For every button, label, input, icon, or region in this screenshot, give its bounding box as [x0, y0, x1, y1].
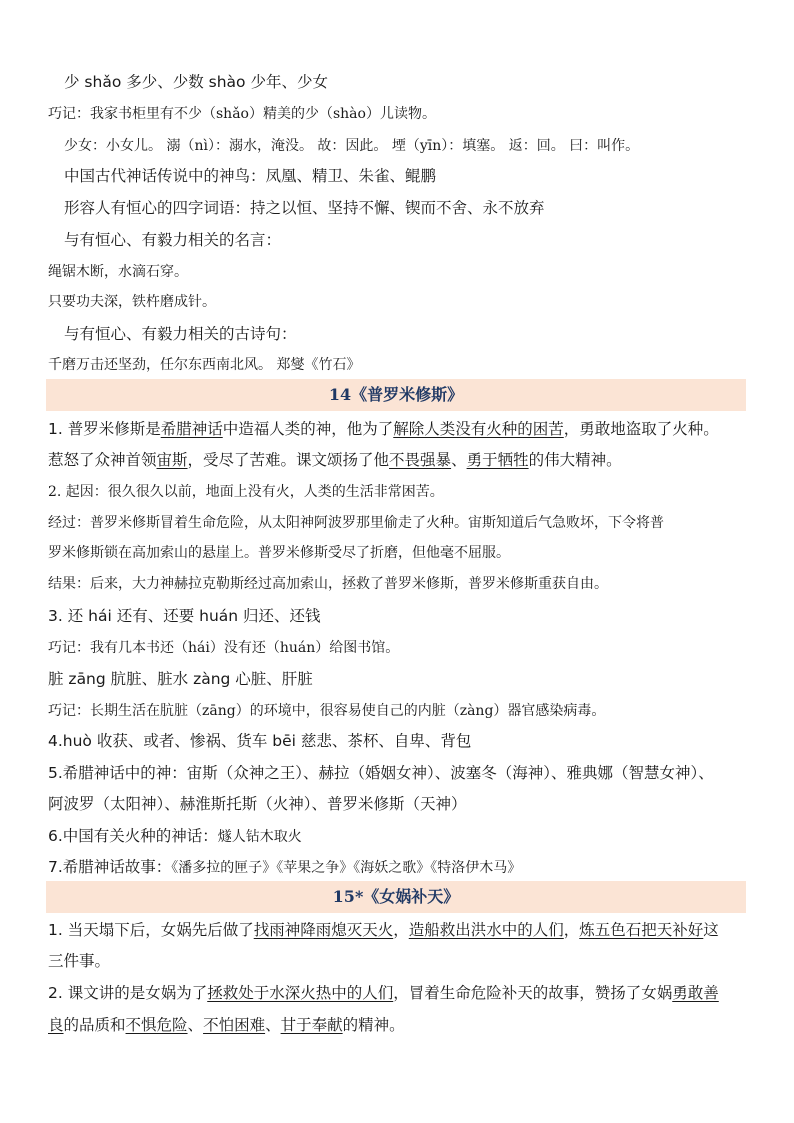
- greek-stories: [48, 857, 521, 878]
- quote-2: 只要功夫深，铁杵磨成针。: [48, 294, 216, 310]
- underlined-text: 炼五色石把天补好: [579, 921, 704, 939]
- underlined-text: 希腊神话: [160, 420, 223, 438]
- quotes-heading: 与有恒心、有毅力相关的名言：: [64, 231, 282, 249]
- l14-process: 经过：普罗米修斯冒着生命危险，从太阳神阿波罗那里偷走了火种。宙斯知道后气急败坏，下令将普: [48, 515, 664, 531]
- l15-point-1-cont: 三件事。: [48, 952, 111, 970]
- underlined-text: 拯救处于水深火热中的人们: [207, 984, 394, 1002]
- l14-cause: 2. 起因：很久很久以前，地面上没有火，人类的生活非常困苦。: [48, 484, 444, 500]
- zang-polyphone: 脏 zāng 肮脏、脏水 zàng 心脏、肝脏: [48, 670, 313, 688]
- underlined-text: 不惧危险: [125, 1016, 188, 1034]
- greek-gods: 5.希腊神话中的神：宙斯（众神之王）、赫拉（婚姻女神）、波塞冬（海神）、雅典娜（智慧女神）、: [48, 764, 714, 782]
- underlined-text: 宙斯: [156, 451, 188, 469]
- poem-line: 千磨万击还坚劲，任尔东西南北风。 郑燮《竹石》: [48, 357, 361, 373]
- huan-polyphone: 3. 还 hái 还有、还要 huán 归还、还钱: [48, 607, 321, 625]
- text: ，冒着生命危险补天的故事，赞扬了女娲: [393, 984, 673, 1002]
- text: ，勇敢地盗取了火种。: [563, 420, 719, 438]
- greek-gods-cont: 阿波罗（太阳神）、赫淮斯托斯（火神）、普罗米修斯（天神）: [48, 795, 467, 813]
- shao-polyphone: 少 shǎo 多少、少数 shào 少年、少女: [64, 73, 328, 91]
- word-glossary: 少女：小女儿。 溺（nì）：溺水，淹没。 故：因此。 堙（yīn）：填塞。 返：回。 曰：叫作。: [64, 138, 640, 154]
- text: 2. 课文讲的是女娲为了: [48, 984, 208, 1002]
- lesson-15-title: 15*《女娲补天》: [46, 881, 746, 913]
- underlined-text: 勇于牺牲: [466, 451, 529, 469]
- l15-point-2-cont: [48, 1015, 405, 1035]
- quote-1: 绳锯木断，水滴石穿。: [48, 264, 188, 280]
- l14-point-1: [48, 419, 719, 439]
- text: 、: [451, 451, 467, 469]
- text: 的伟大精神。: [528, 451, 622, 469]
- l14-process-cont: 罗米修斯锁在高加索山的悬崖上。普罗米修斯受尽了折磨，但他毫不屈服。: [48, 545, 510, 561]
- huo-bei-words: 4.huò 收获、或者、惨祸、货车 bēi 慈悲、茶杯、自卑、背包: [48, 732, 472, 750]
- text: ，受尽了苦难。课文颂扬了他: [187, 451, 390, 469]
- text: 的精神。: [342, 1016, 405, 1034]
- poem-heading: 与有恒心、有毅力相关的古诗句：: [64, 325, 297, 343]
- fire-myth: [48, 826, 302, 847]
- underlined-text: 造船救出洪水中的人们: [408, 921, 564, 939]
- text: 1. 普罗米修斯是: [48, 420, 161, 438]
- underlined-text: 找雨神降雨熄灭天火: [253, 921, 394, 939]
- perseverance-idioms: 形容人有恒心的四字词语：持之以恒、坚持不懈、锲而不舍、永不放弃: [64, 199, 545, 217]
- text: 1. 当天塌下后，女娲先后做了: [48, 921, 254, 939]
- text: 6.中国有关火种的神话：: [48, 827, 218, 845]
- text: 这: [703, 921, 719, 939]
- text: 的品质和: [63, 1016, 126, 1034]
- underlined-text: 解除人类没有火种的困苦: [393, 420, 564, 438]
- text: ，: [563, 921, 580, 939]
- underlined-text: 勇敢善: [672, 984, 719, 1002]
- underlined-text: 良: [48, 1016, 64, 1034]
- zang-mnemonic: 巧记：长期生活在肮脏（zāng）的环境中，很容易使自己的内脏（zàng）器官感染病毒。: [48, 703, 606, 719]
- huan-mnemonic: 巧记：我有几本书还（hái）没有还（huán）给图书馆。: [48, 640, 400, 656]
- text: 《潘多拉的匣子》《苹果之争》《海妖之歌》《特洛伊木马》: [171, 860, 522, 876]
- text: 燧人钻木取火: [217, 829, 302, 845]
- text: 、: [265, 1016, 281, 1034]
- text: 中造福人类的神，他为了: [222, 420, 394, 438]
- lesson-14-title: 14《普罗米修斯》: [46, 379, 746, 411]
- text: 、: [187, 1016, 204, 1034]
- l15-point-1: [48, 920, 719, 940]
- text: 7.希腊神话故事：: [48, 858, 172, 876]
- underlined-text: 甘于奉献: [280, 1016, 343, 1034]
- l14-result: 结果：后来，大力神赫拉克勒斯经过高加索山，拯救了普罗米修斯，普罗米修斯重获自由。: [48, 576, 608, 592]
- underlined-text: 不畏强暴: [389, 451, 452, 469]
- text: ，: [393, 921, 409, 939]
- l14-point-1-cont: [48, 450, 622, 470]
- text: 惹怒了众神首领: [48, 451, 157, 469]
- mythical-birds: 中国古代神话传说中的神鸟：凤凰、精卫、朱雀、鲲鹏: [64, 167, 437, 185]
- shao-mnemonic: 巧记：我家书柜里有不少（shǎo）精美的少（shào）儿读物。: [48, 106, 436, 122]
- underlined-text: 不怕困难: [203, 1016, 266, 1034]
- l15-point-2: [48, 983, 719, 1003]
